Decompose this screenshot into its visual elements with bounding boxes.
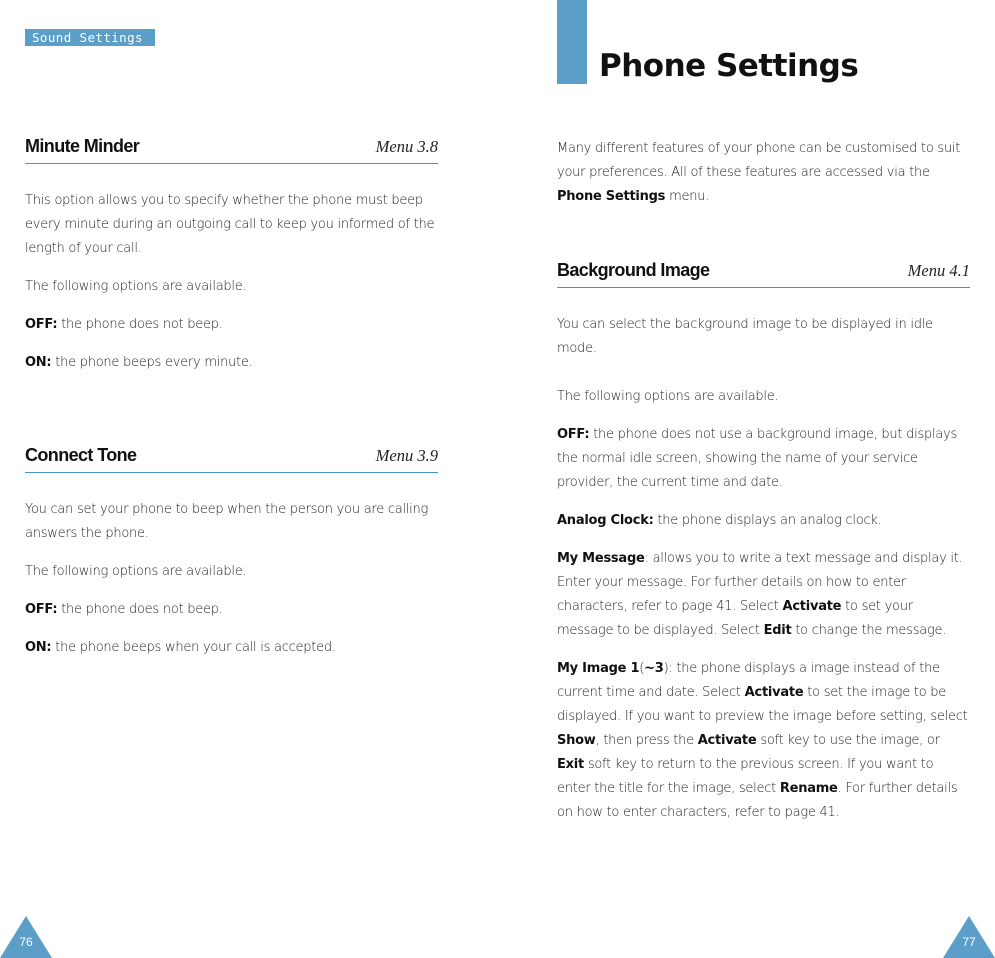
menu-reference: Menu 3.9 bbox=[375, 446, 438, 465]
menu-reference: Menu 3.8 bbox=[375, 137, 438, 156]
option-text: . For further details on how to enter characters, refer to page 41. bbox=[557, 781, 958, 820]
option-text: the phone does not beep. bbox=[57, 602, 223, 617]
bold-term: Activate bbox=[697, 733, 757, 748]
option-off bbox=[557, 423, 970, 495]
option-label: OFF: bbox=[25, 317, 58, 332]
option-label: My Image 1 bbox=[557, 661, 640, 676]
option-label: ON: bbox=[25, 355, 52, 370]
intro-text: menu. bbox=[665, 189, 710, 204]
page-number: 77 bbox=[962, 935, 976, 949]
intro-text: Many different features of your phone can be customised to suit your preferences. All of these features are accessed via the bbox=[557, 141, 961, 180]
option-text: the phone beeps when your call is accepted. bbox=[51, 640, 336, 655]
section-heading bbox=[25, 136, 438, 164]
paragraph: The following options are available. bbox=[25, 279, 247, 294]
intro-bold: Phone Settings bbox=[557, 189, 666, 204]
option-text: soft key to use the image, or bbox=[756, 733, 940, 748]
option-text: soft key to return to the previous screen. If you want to enter the title for the image, select bbox=[557, 757, 934, 796]
option-text: the phone does not use a background image, but displays the normal idle screen, showing the name of your service provider, the current time and date. bbox=[557, 427, 958, 490]
intro-paragraph bbox=[557, 137, 970, 209]
bold-term: Activate bbox=[744, 685, 804, 700]
bold-term: Show bbox=[557, 733, 596, 748]
option-off bbox=[25, 313, 438, 337]
option-label: OFF: bbox=[25, 602, 58, 617]
intro-section bbox=[557, 137, 970, 223]
connect-tone-section bbox=[25, 445, 438, 674]
right-page bbox=[497, 0, 995, 958]
option-label: OFF: bbox=[557, 427, 590, 442]
option-text: : allows you to write a text message and display it. Enter your message. For further details on how to enter characters, refer to page 41. Select bbox=[557, 551, 963, 614]
paragraph: You can select the background image to be displayed in idle mode. bbox=[557, 317, 933, 356]
page-title: Phone Settings bbox=[599, 48, 859, 84]
page-number: 76 bbox=[19, 935, 33, 949]
paragraph: The following options are available. bbox=[557, 389, 779, 404]
option-on bbox=[25, 351, 438, 375]
option-text: ( bbox=[639, 661, 645, 676]
option-text: the phone does not beep. bbox=[57, 317, 223, 332]
option-text: the phone displays an analog clock. bbox=[653, 513, 882, 528]
title-accent-bar bbox=[557, 0, 587, 84]
option-text: to set your message to be displayed. Select bbox=[557, 599, 913, 638]
option-text: to change the message. bbox=[791, 623, 947, 638]
option-text: to set the image to be displayed. If you want to preview the image before setting, select bbox=[557, 685, 968, 724]
bold-term: Edit bbox=[763, 623, 792, 638]
bold-term: Exit bbox=[557, 757, 584, 772]
option-label: Analog Clock: bbox=[557, 513, 654, 528]
section-title: Background Image bbox=[557, 260, 710, 280]
section-title: Connect Tone bbox=[25, 445, 137, 465]
bold-term: ~3 bbox=[644, 661, 664, 676]
section-heading bbox=[557, 260, 970, 288]
option-text: the phone beeps every minute. bbox=[51, 355, 253, 370]
bold-term: Rename bbox=[779, 781, 838, 796]
menu-reference: Menu 4.1 bbox=[907, 261, 970, 280]
bold-term: Activate bbox=[782, 599, 842, 614]
paragraph: You can set your phone to beep when the person you are calling answers the phone. bbox=[25, 502, 429, 541]
option-label: ON: bbox=[25, 640, 52, 655]
section-heading bbox=[25, 445, 438, 473]
minute-minder-section bbox=[25, 136, 438, 389]
paragraph: The following options are available. bbox=[25, 564, 247, 579]
option-on bbox=[25, 636, 438, 660]
option-analog-clock bbox=[557, 509, 970, 533]
left-page bbox=[0, 0, 497, 958]
option-my-image bbox=[557, 657, 970, 825]
paragraph: This option allows you to specify whether the phone must beep every minute during an outgoing call to keep you informed of the length of your call. bbox=[25, 193, 435, 256]
header-tab: Sound Settings bbox=[25, 29, 155, 46]
option-text: ): the phone displays a image instead of the current time and date. Select bbox=[557, 661, 940, 700]
section-title: Minute Minder bbox=[25, 136, 140, 156]
option-my-message bbox=[557, 547, 970, 643]
option-label: My Message bbox=[557, 551, 645, 566]
background-image-section bbox=[557, 260, 970, 839]
option-text: , then press the bbox=[595, 733, 698, 748]
option-off bbox=[25, 598, 438, 622]
